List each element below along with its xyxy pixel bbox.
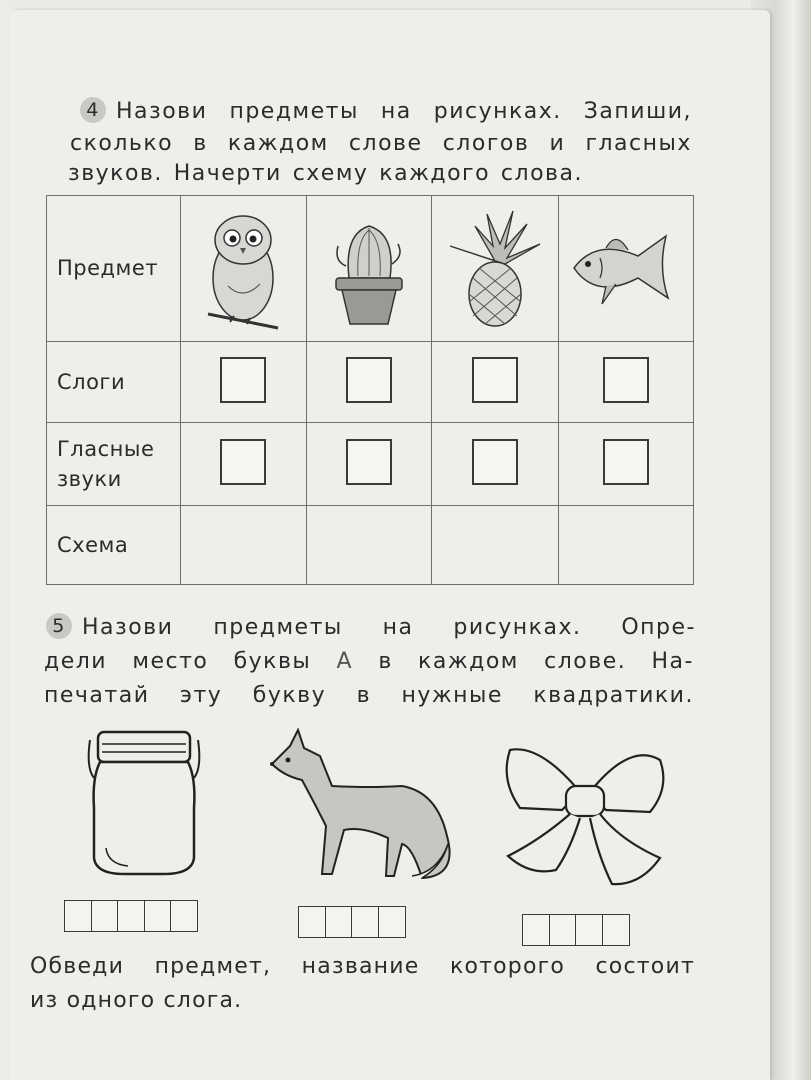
word: на (380, 99, 412, 124)
answer-box[interactable] (220, 439, 266, 485)
task4-table (46, 195, 694, 585)
letter-cell[interactable] (170, 900, 198, 932)
word: на (382, 615, 414, 640)
word: каждом (418, 649, 519, 674)
word: нужные (401, 683, 503, 708)
bow-letter-boxes (524, 914, 630, 946)
letter-cell[interactable] (298, 906, 326, 938)
word: Назови (82, 615, 174, 640)
schema-cell[interactable] (559, 505, 694, 584)
answer-cell (306, 341, 432, 422)
word: Начерти (173, 161, 282, 186)
schema-cell[interactable] (432, 505, 559, 584)
word: в (193, 131, 208, 156)
task4-text (80, 96, 692, 128)
fox-icon (262, 726, 462, 890)
task5-text (46, 612, 696, 644)
task5-text-2 (44, 646, 694, 678)
task5-line-1 (46, 612, 696, 644)
jar-letter-boxes (66, 900, 198, 932)
word: и (549, 131, 566, 156)
word: каждом (227, 131, 329, 156)
word: квадратики. (533, 683, 694, 708)
jar-icon (84, 728, 204, 882)
task5-line-3 (44, 680, 694, 712)
fox-letter-boxes (300, 906, 406, 938)
answer-cell (180, 422, 306, 505)
word: слове. (544, 649, 627, 674)
task4-text-3 (68, 158, 583, 190)
letter-cell[interactable] (378, 906, 406, 938)
word: предмет, (154, 954, 272, 979)
word: предметы (213, 615, 343, 640)
task5-line-2 (44, 646, 694, 678)
letter-cell[interactable] (522, 914, 550, 946)
letter-cell[interactable] (351, 906, 379, 938)
word: Обведи (30, 954, 125, 979)
schema-cell[interactable] (180, 505, 306, 584)
word: в (356, 683, 372, 708)
word: которого (449, 954, 566, 979)
word: На- (651, 649, 694, 674)
answer-cell (432, 422, 559, 505)
word: Опре- (621, 615, 696, 640)
word: сколько (70, 131, 174, 156)
row-schema (47, 505, 694, 584)
row-label-predmet: Предмет (47, 196, 181, 342)
word: рисунках. (453, 615, 582, 640)
word: схему (292, 161, 369, 186)
bottom-instruction (30, 950, 695, 1018)
answer-box[interactable] (472, 439, 518, 485)
answer-box[interactable] (346, 357, 392, 403)
schema-cell[interactable] (306, 505, 432, 584)
pineapple-icon (432, 196, 559, 342)
word: слове (348, 131, 423, 156)
fish-icon (559, 196, 694, 342)
word: в (378, 649, 393, 674)
row-glasnye (47, 422, 694, 505)
word: Назови (116, 99, 208, 124)
word: буквы (233, 649, 312, 674)
letter-cell[interactable] (549, 914, 577, 946)
word: гласных (585, 131, 692, 156)
word: слогов (442, 131, 530, 156)
row-predmet (47, 196, 694, 342)
bow-icon (500, 740, 670, 894)
answer-cell (559, 422, 694, 505)
answer-box[interactable] (220, 357, 266, 403)
word: Запиши, (583, 99, 692, 124)
label-line: Гласные (57, 436, 155, 461)
word: название (301, 954, 420, 979)
letter-cell[interactable] (575, 914, 603, 946)
bottom-line-2: из одного слога. (30, 988, 243, 1013)
task4-number-badge: 4 (80, 97, 106, 123)
answer-cell (306, 422, 432, 505)
cactus-icon (306, 196, 432, 342)
row-label-schema: Схема (47, 505, 181, 584)
answer-box[interactable] (346, 439, 392, 485)
letter-cell[interactable] (602, 914, 630, 946)
answer-box[interactable] (603, 439, 649, 485)
task4-line-3 (68, 158, 583, 190)
row-label-slogi: Слоги (47, 341, 181, 422)
word: букву (252, 683, 327, 708)
task5-text-3 (44, 680, 694, 712)
answer-cell (432, 341, 559, 422)
answer-cell (180, 341, 306, 422)
task4-line-1 (80, 96, 692, 128)
word: рисунках. (433, 99, 562, 124)
label-line: звуки (57, 466, 122, 491)
letter-cell[interactable] (91, 900, 119, 932)
letter-cell[interactable] (117, 900, 145, 932)
answer-box[interactable] (472, 357, 518, 403)
word: предметы (229, 99, 359, 124)
row-label-glasnye (47, 422, 181, 505)
task4-line-2 (70, 128, 692, 160)
letter-cell[interactable] (325, 906, 353, 938)
bottom-line-1 (30, 950, 695, 984)
word: звуков. (68, 161, 163, 186)
word: место (132, 649, 209, 674)
task5-number-badge: 5 (46, 613, 72, 639)
highlight-letter: А (336, 649, 354, 674)
task4-text-2 (70, 128, 692, 160)
letter-cell[interactable] (144, 900, 172, 932)
word: каждого (379, 161, 491, 186)
answer-box[interactable] (603, 357, 649, 403)
owl-icon (180, 196, 306, 342)
word: печатай (44, 683, 150, 708)
row-slogi (47, 341, 694, 422)
word: эту (179, 683, 223, 708)
word: дели (44, 649, 108, 674)
word: состоит (595, 954, 695, 979)
word: слова. (500, 161, 583, 186)
letter-cell[interactable] (64, 900, 92, 932)
answer-cell (559, 341, 694, 422)
